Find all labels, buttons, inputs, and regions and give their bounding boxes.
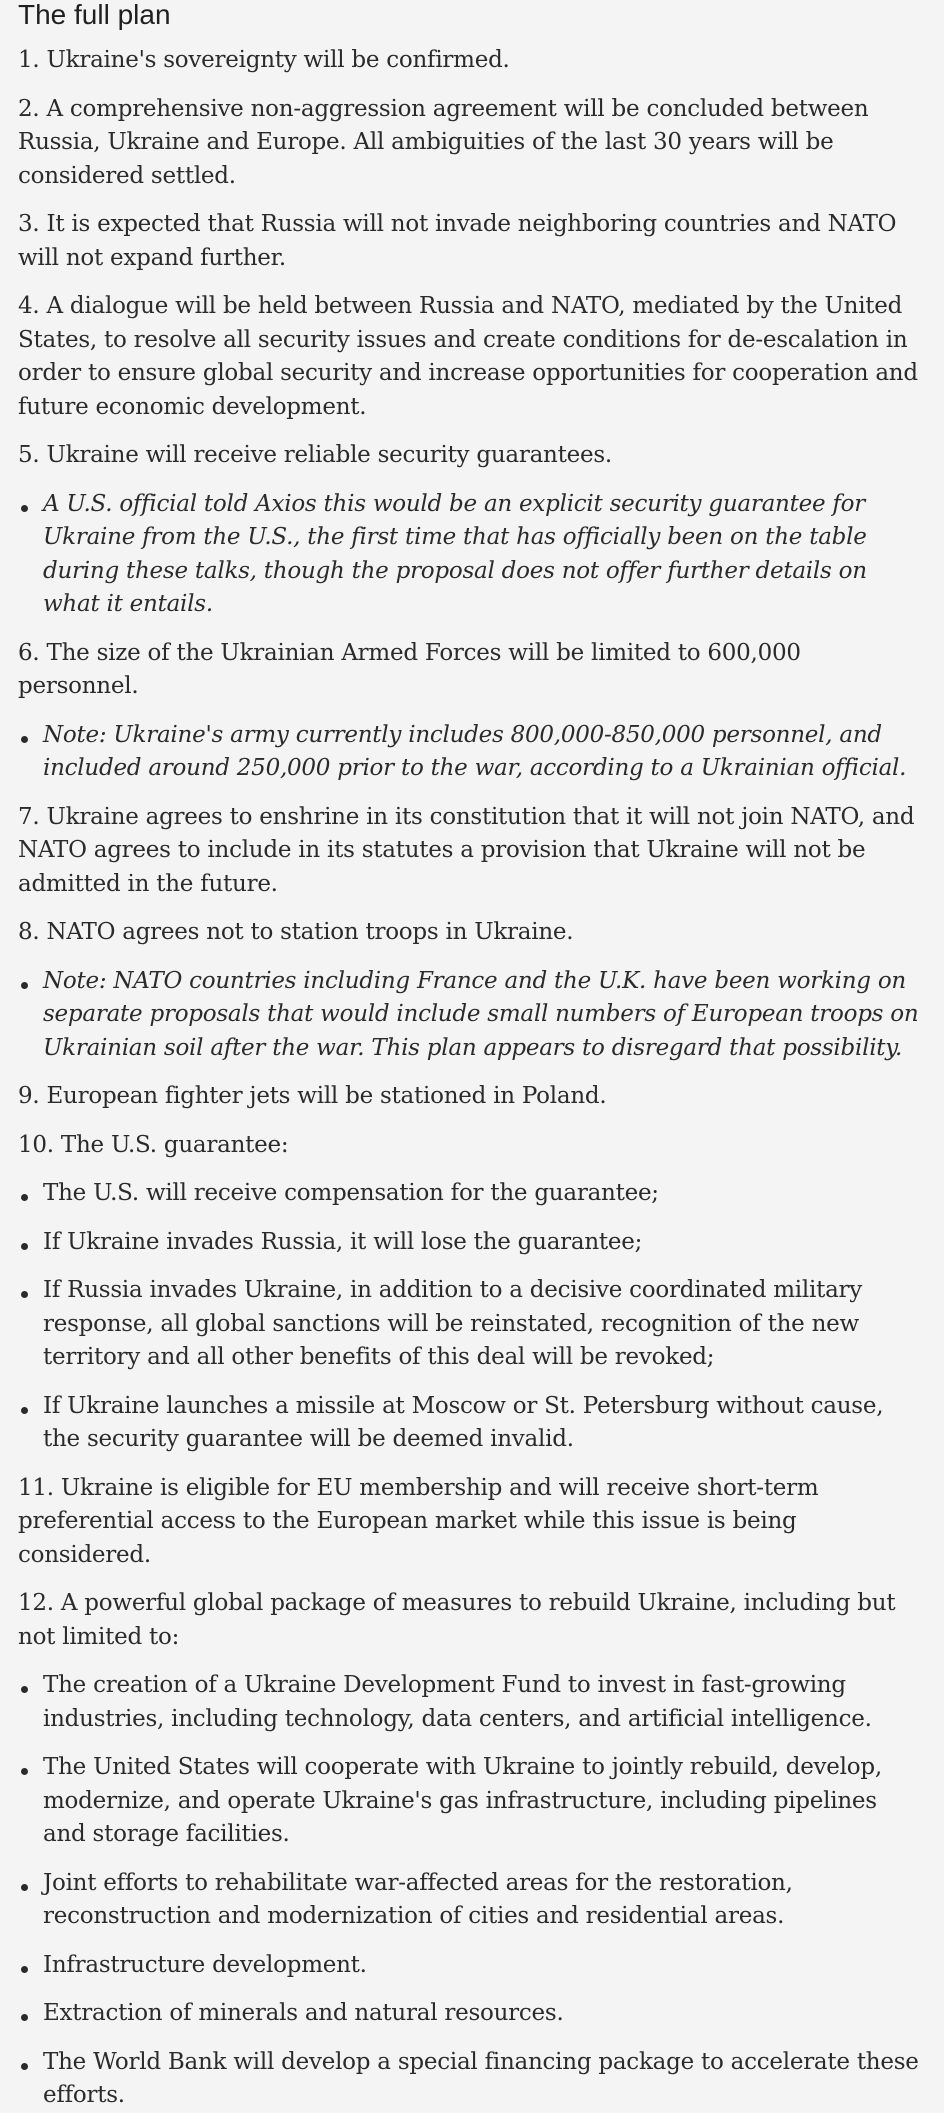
plan-point-8: 8. NATO agrees not to station troops in Ukraine. <box>18 919 574 945</box>
guarantee-bullet-compensation: The U.S. will receive compensation for the guarantee; <box>18 1177 926 1211</box>
editor-note-security-guarantee: A U.S. official told Axios this would be an explicit security guarantee for Ukraine from the U.S., the first time that has officially been on the table during these talks, though the proposal does not offer further details on what it entails. <box>18 488 926 622</box>
rebuild-bullet-war-affected-areas: Joint efforts to rehabilitate war-affected areas for the restoration, reconstruction and modernization of cities and residential areas. <box>18 1867 926 1934</box>
plan-point-4: 4. A dialogue will be held between Russia and NATO, mediated by the United States, to resolve all security issues and create conditions for de-escalation in order to ensure global security and increase opportunities for cooperation and future economic development. <box>18 293 918 420</box>
rebuild-bullet-infrastructure: Infrastructure development. <box>18 1949 926 1983</box>
plan-point-7: 7. Ukraine agrees to enshrine in its constitution that it will not join NATO, and NATO agrees to include in its statutes a provision that Ukraine will not be admitted in the future. <box>18 803 915 897</box>
plan-point-1: 1. Ukraine's sovereignty will be confirmed. <box>18 47 510 73</box>
plan-point-3: 3. It is expected that Russia will not invade neighboring countries and NATO will not expand further. <box>18 211 897 271</box>
plan-point-11: 11. Ukraine is eligible for EU membership and will receive short-term preferential access to the European market while this issue is being considered. <box>18 1474 819 1568</box>
rebuild-bullet-gas-infrastructure: The United States will cooperate with Ukraine to jointly rebuild, develop, modernize, and operate Ukraine's gas infrastructure, including pipelines and storage facilities. <box>18 1751 926 1852</box>
editor-note-european-troops: Note: NATO countries including France and the U.K. have been working on separate proposals that would include small numbers of European troops on Ukrainian soil after the war. This plan appears to disregard that possibility. <box>18 965 926 1066</box>
rebuild-bullet-development-fund: The creation of a Ukraine Development Fund to invest in fast-growing industries, including technology, data centers, and artificial intelligence. <box>18 1669 926 1736</box>
section-heading: The full plan <box>18 0 171 30</box>
plan-point-5: 5. Ukraine will receive reliable security guarantees. <box>18 442 612 468</box>
rebuild-bullet-world-bank: The World Bank will develop a special financing package to accelerate these efforts. <box>18 2046 926 2113</box>
plan-point-6: 6. The size of the Ukrainian Armed Forces will be limited to 600,000 personnel. <box>18 639 801 699</box>
rebuild-bullet-minerals: Extraction of minerals and natural resources. <box>18 1997 926 2031</box>
plan-point-12: 12. A powerful global package of measures to rebuild Ukraine, including but not limited to: <box>18 1590 896 1650</box>
guarantee-bullet-ukraine-invades: If Ukraine invades Russia, it will lose the guarantee; <box>18 1226 926 1260</box>
plan-point-10: 10. The U.S. guarantee: <box>18 1131 289 1158</box>
guarantee-bullet-russia-invades: If Russia invades Ukraine, in addition to a decisive coordinated military response, all global sanctions will be reinstated, recognition of the new territory and all other benefits of this deal will be revoked; <box>18 1274 926 1375</box>
editor-note-army-size: Note: Ukraine's army currently includes 800,000-850,000 personnel, and included around 250,000 prior to the war, according to a Ukrainian official. <box>18 719 926 786</box>
guarantee-bullet-missile: If Ukraine launches a missile at Moscow or St. Petersburg without cause, the security guarantee will be deemed invalid. <box>18 1390 926 1457</box>
plan-point-2: 2. A comprehensive non-aggression agreement will be concluded between Russia, Ukraine and Europe. All ambiguities of the last 30 years will be considered settled. <box>18 95 869 189</box>
plan-point-9: 9. European fighter jets will be stationed in Poland. <box>18 1083 607 1109</box>
